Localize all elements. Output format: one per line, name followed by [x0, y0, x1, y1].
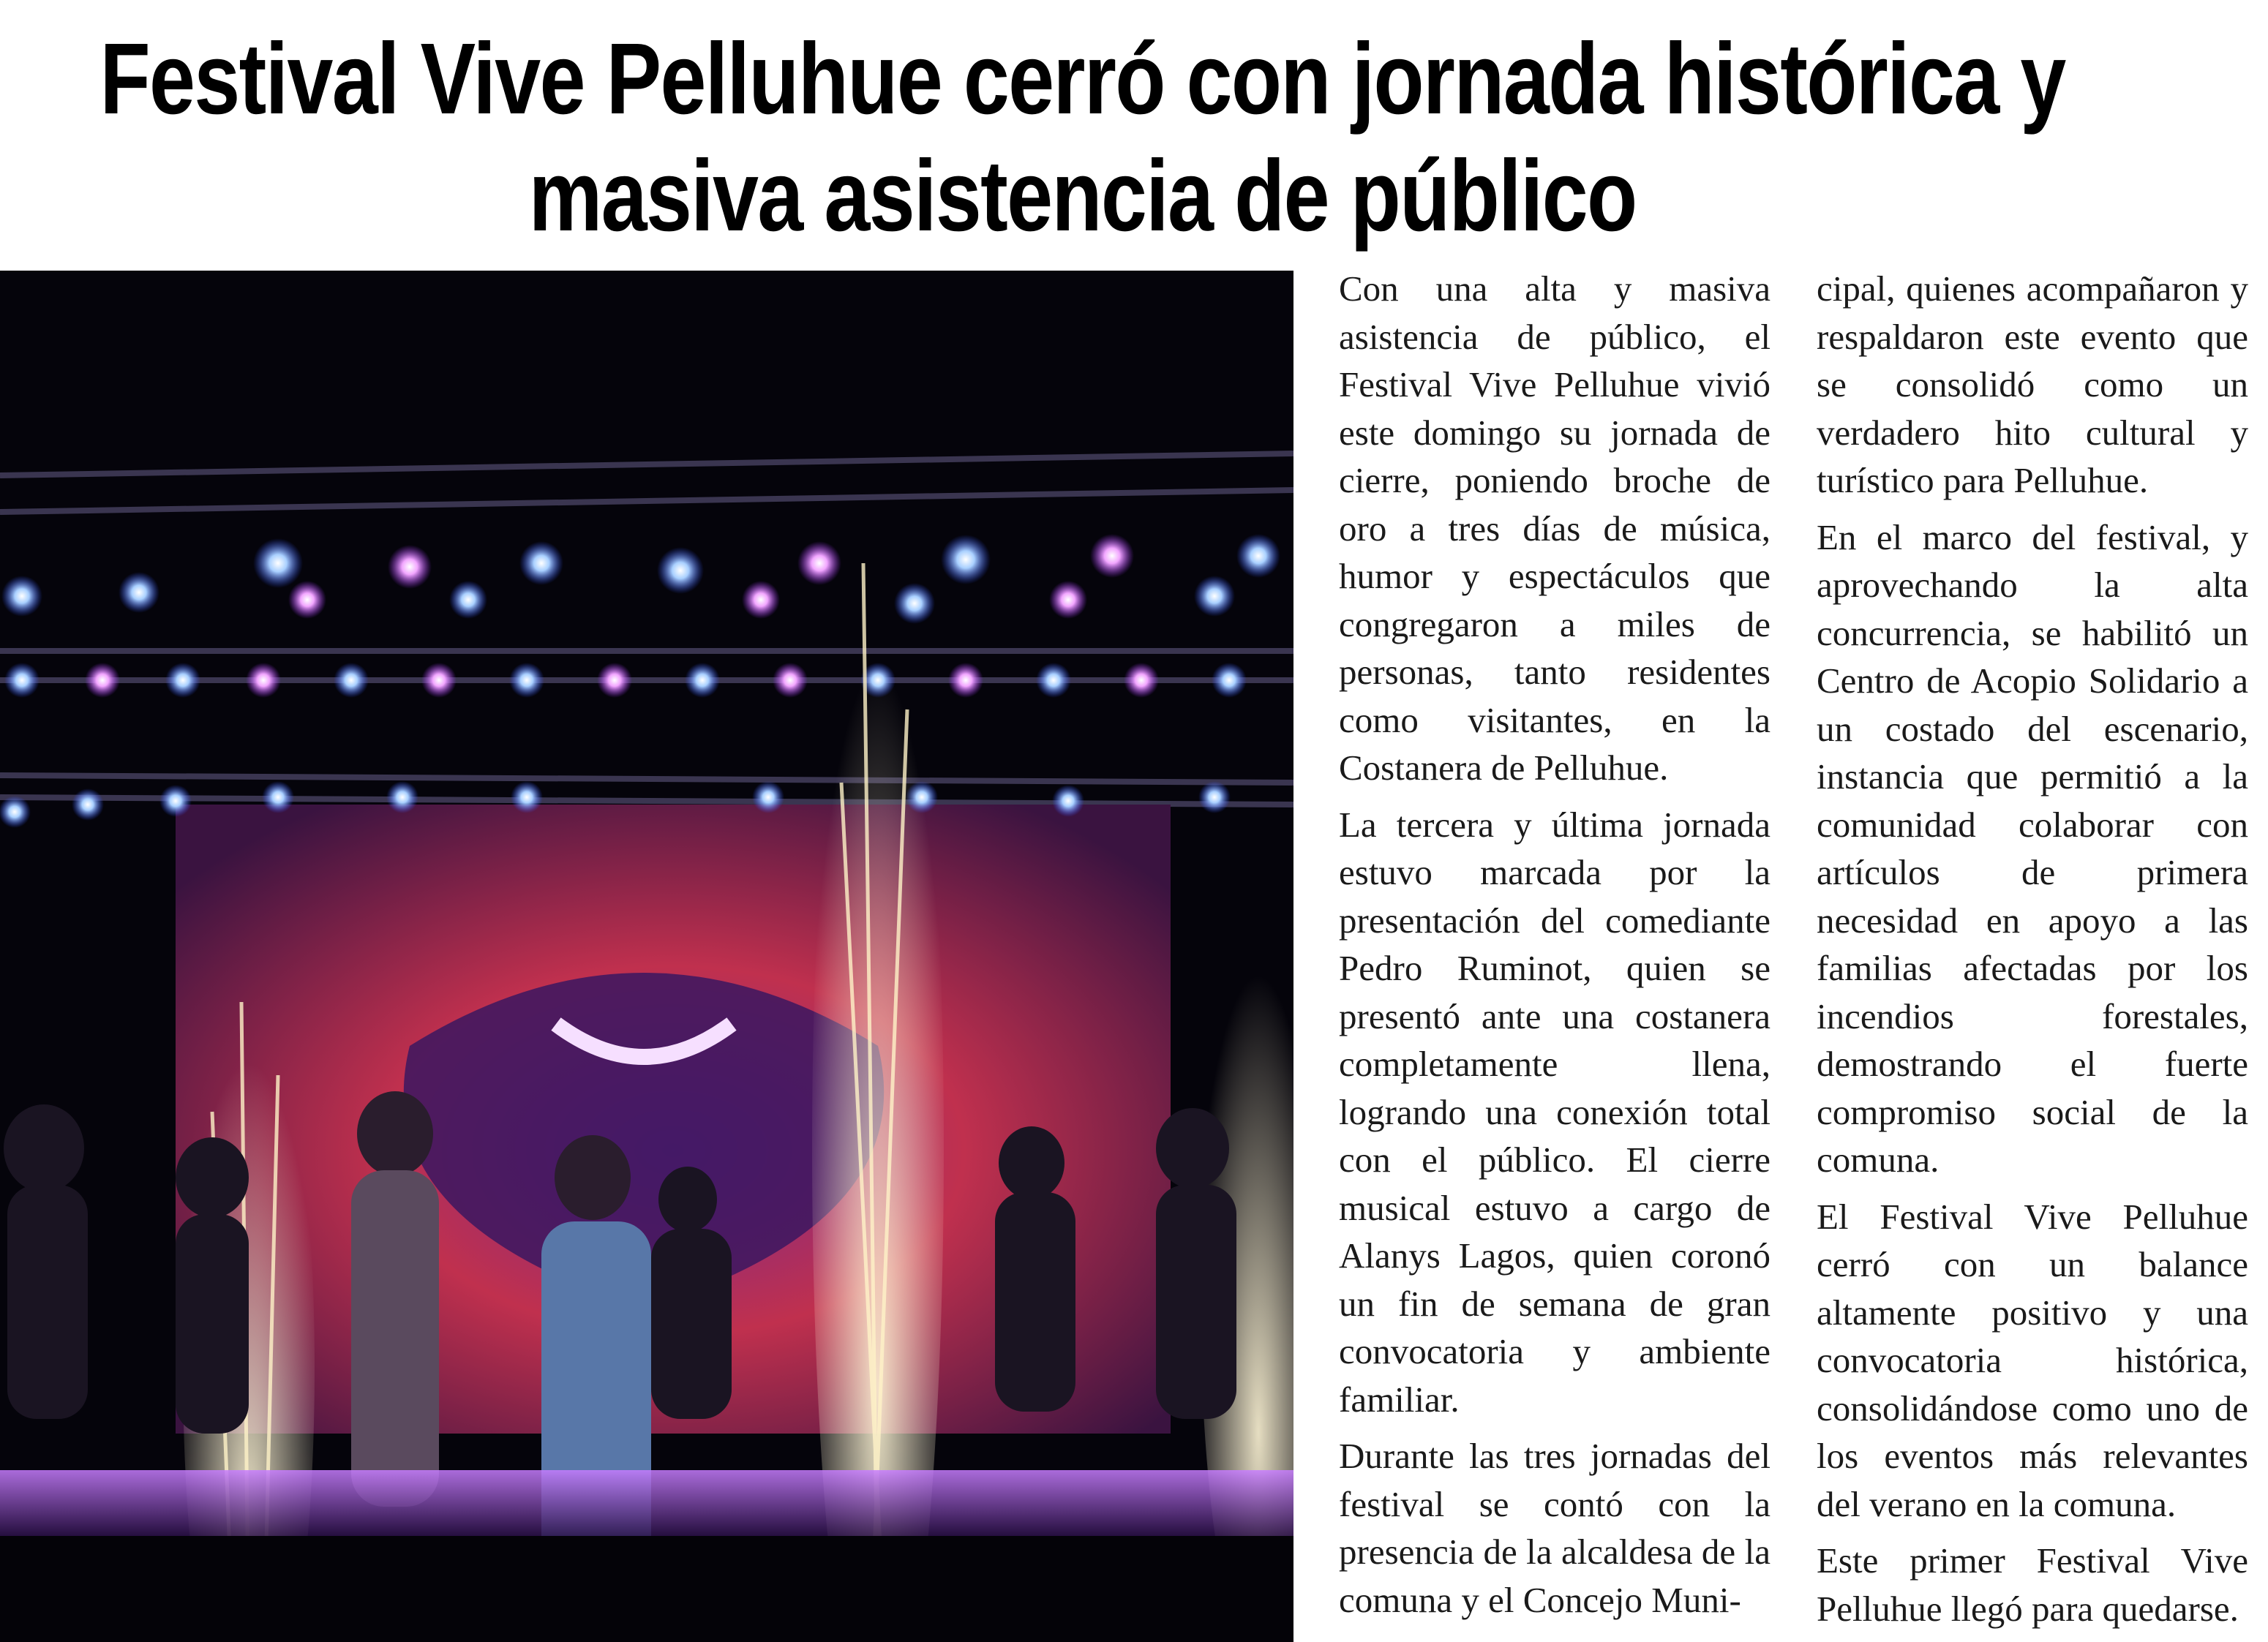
paragraph: El Festival Vive Pelluhue cerró con un balance altamente positivo y una convocatoria histórica, consolidándose como uno de los eventos más relevantes del verano en la comuna. — [1817, 1196, 2248, 1524]
paragraph: cipal, quienes acompañaron y respaldaron este evento que se consolidó como un verdadero hito cultural y turístico para Pelluhue. — [1817, 268, 2248, 500]
paragraph: Durante las tres jornadas del festival se contó con la presencia de la alcaldesa de la comuna y el Concejo Muni- — [1339, 1436, 1771, 1620]
stage-illustration — [0, 271, 1293, 1642]
stage-lights-row-3 — [4, 663, 1247, 698]
article-column-2 — [1817, 265, 2248, 1641]
concert-stage-photo — [0, 271, 1293, 1642]
paragraph: En el marco del festival, y aprovechando la alta concurrencia, se habilitó un Centro de Acopio Solidario a un costado del escenario, instancia que permitió a la comunidad colaborar con artículos de primera necesidad en apoyo a las familias afectadas por los incendios forestales, demostrando el fuerte compromiso social de la comuna. — [1817, 516, 2248, 1180]
paragraph: Con una alta y masiva asistencia de público, el Festival Vive Pelluhue vivió este domingo su jornada de cierre, poniendo broche de oro a tres días de música, humor y espectáculos que congregaron a miles de personas, tanto residentes como visitantes, en la Costanera de Pelluhue. — [1339, 268, 1771, 788]
paragraph: La tercera y última jornada estuvo marcada por la presentación del comediante Pedro Ruminot, quien se presentó ante una costanera completamente llena, logrando una conexión total con el público. El cierre musical estuvo a cargo de Alanys Lagos, quien coronó un fin de semana de gran convocatoria y ambiente familiar. — [1339, 804, 1771, 1420]
stage-floor-glow — [0, 1470, 1293, 1536]
article-column-1 — [1339, 265, 1771, 1632]
paragraph: Este primer Festival Vive Pelluhue llegó para quedarse. — [1817, 1540, 2248, 1629]
headline: Festival Vive Pelluhue cerró con jornada histórica y masiva asistencia de público — [99, 23, 2065, 252]
stage-front-dark — [0, 1536, 1293, 1642]
